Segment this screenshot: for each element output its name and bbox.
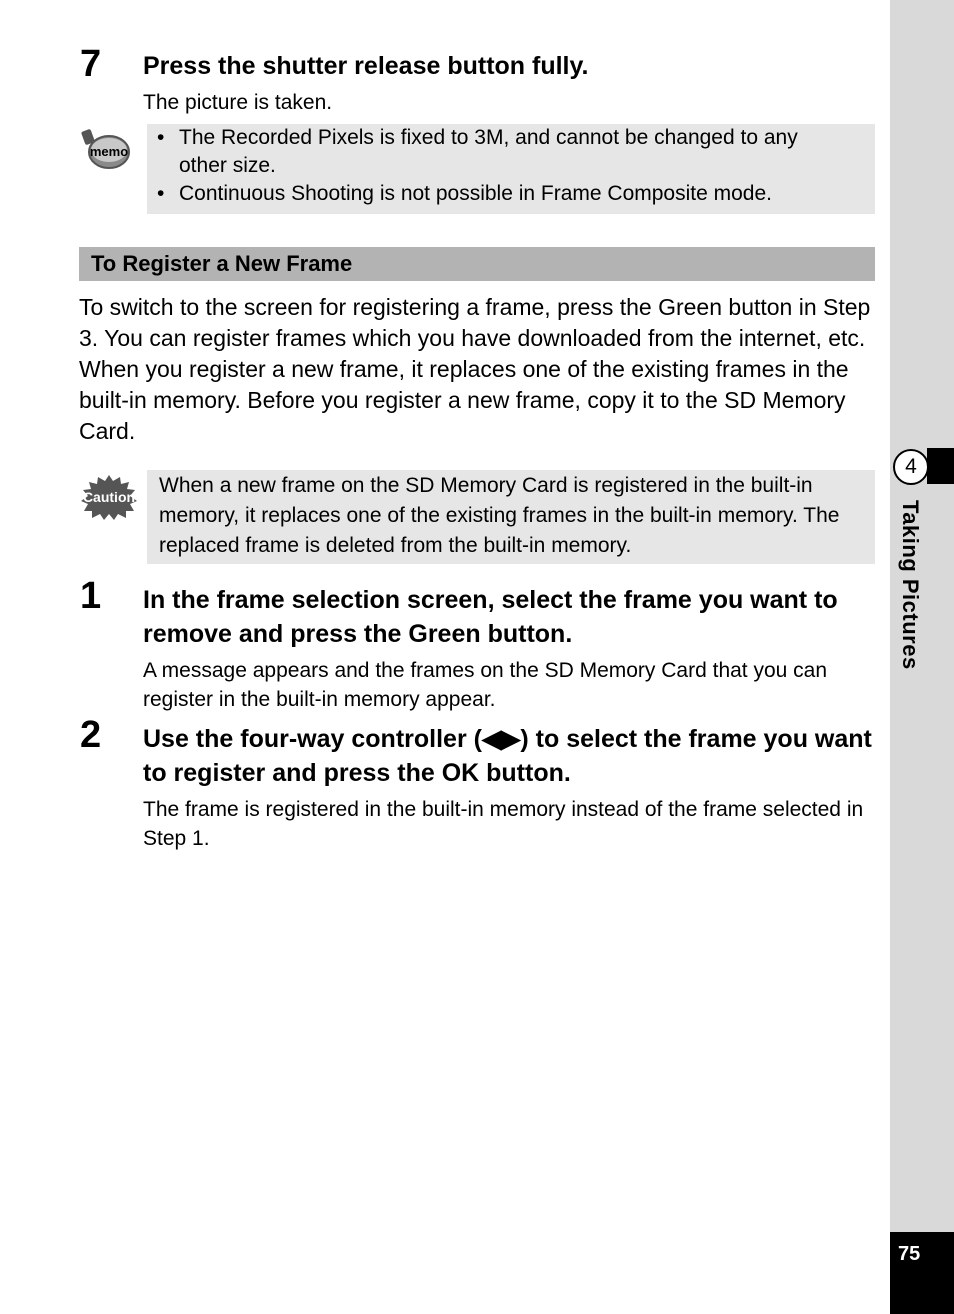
caution-icon-label: Caution	[82, 489, 136, 505]
section-paragraph: To switch to the screen for registering a frame, press the Green button in Step 3. You can register frames which you have downloaded from the internet, etc. When you register a new frame, it replaces one of the existing frames in the built-in memory. Before you register a new frame, copy it to the SD Memory Card.	[79, 294, 871, 444]
step-1-number: 1	[80, 575, 102, 617]
step-2-title: Use the four-way controller (◀▶) to select the frame you want to register and press the OK button.	[143, 725, 872, 787]
memo-icon	[81, 128, 131, 177]
section-heading: To Register a New Frame	[91, 251, 353, 276]
memo-bullet: • Continuous Shooting is not possible in Frame Composite mode.	[147, 180, 875, 208]
step-7-number: 7	[80, 43, 102, 85]
page-number: 75	[898, 1243, 921, 1265]
section-heading-bar	[79, 247, 875, 281]
caution-icon	[80, 474, 138, 525]
memo-box	[147, 124, 875, 214]
step-1-body: A message appears and the frames on the SD Memory Card that you can register in the built-in memory appear.	[143, 659, 828, 711]
memo-bullet-2-line1: Continuous Shooting is not possible in Frame Composite mode.	[179, 182, 772, 205]
memo-bullet-1-line1: The Recorded Pixels is fixed to 3M, and cannot be changed to any	[179, 126, 798, 149]
memo-bullet-1-line2: other size.	[179, 154, 276, 177]
step-2-number: 2	[80, 714, 102, 756]
step-7-body: The picture is taken.	[143, 91, 333, 114]
caution-text: When a new frame on the SD Memory Card is registered in the built-in memory, it replaces one of the existing frames in the built-in memory. The replaced frame is deleted from the built-in memory.	[159, 474, 840, 557]
caution-box	[147, 470, 875, 564]
chapter-title: Taking Pictures	[898, 500, 923, 670]
step-7-title: Press the shutter release button fully.	[143, 52, 589, 80]
step-2-body: The frame is registered in the built-in memory instead of the frame selected in Step 1.	[143, 798, 864, 850]
chapter-marker-bar	[927, 448, 954, 484]
chapter-number: 4	[893, 449, 929, 485]
memo-icon-label: memo	[89, 144, 129, 159]
step-1-title: In the frame selection screen, select the frame you want to remove and press the Green button.	[143, 586, 838, 648]
memo-bullet: • The Recorded Pixels is fixed to 3M, and cannot be changed to any other size.	[147, 124, 875, 180]
